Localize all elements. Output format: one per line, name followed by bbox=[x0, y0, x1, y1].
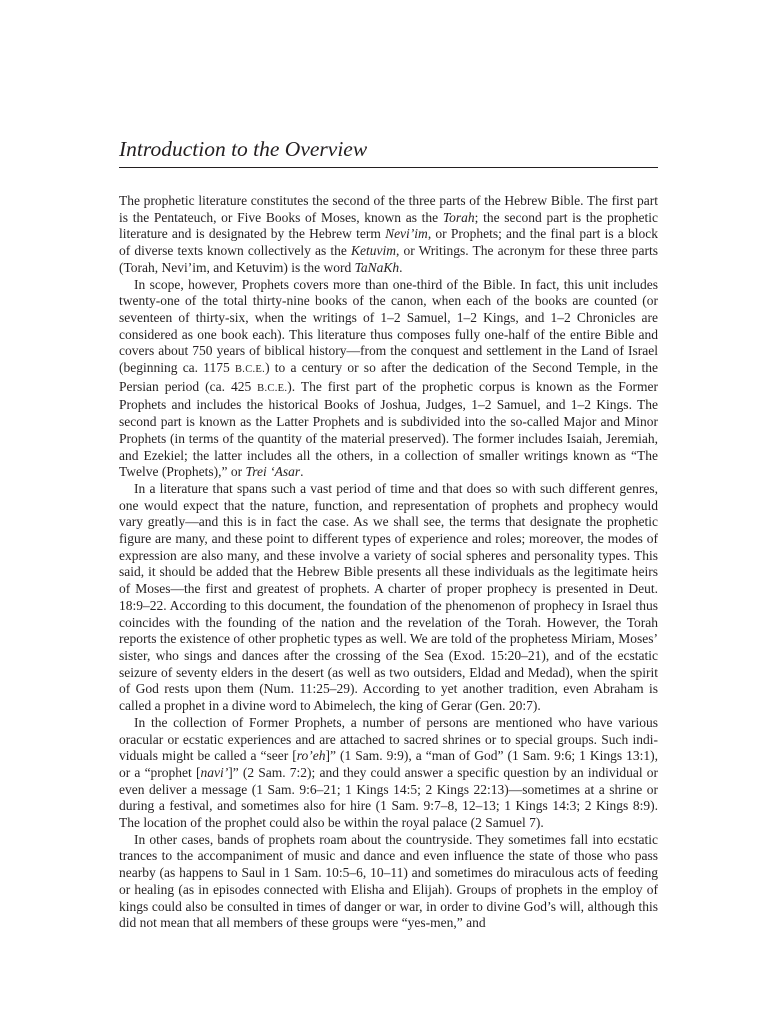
text-span: ). The first part of the prophetic corpus is known as the Former Prophets and includes the historical Books of Joshua, Judges, 1–2 Samuel, and 1–2 Kings. The second part is known as the Latter Prophets and is subdivided into the so-called Major and Minor Prophets (in terms of the quantity of the material preserved). The former includes Isaiah, Jeremiah, and Ezekiel; the latter includes all the others, in a collection of smaller writings known as “The Twelve (Prophets),” or bbox=[119, 378, 658, 480]
text-span: The prophetic literature constitutes the second of the three parts of the Hebrew Bible. The first part is the Pentateuch, or Five Books of Moses, known as the bbox=[119, 193, 658, 225]
text-span: , or Prophets; and the final part is a block of diverse texts known collectively as the bbox=[119, 226, 658, 259]
era-abbreviation: B.C.E. bbox=[257, 382, 288, 394]
text-span: ]” (1 Sam. 9:9), a “man of God” (1 Sam. 9:6; 1 Kings 13:1), or a “prophet [ bbox=[119, 748, 658, 780]
italic-term: ro’eh bbox=[296, 748, 326, 764]
text-span: In a literature that spans such a vast period of time and that does so with such different genres, one would expect that the nature, function, and representation of prophets and prophecy would vary greatly—and this is in fact the case. As we shall see, the terms that designate the prophetic figure are many, and these point to different types of experience and roles; moreover, the modes of expression are also many, and these involve a variety of social spheres and personality types. This said, it should be added that the Hebrew Bible presents all these individuals as the legitimate heirs of Moses—the first and greatest of prophets. A charter of proper prophecy is presented in Deut. 18:9–22. According to this document, the foundation of the phenomenon of prophecy in Israel thus coincides with the founding of the nation and the revelation of the Torah. However, the Torah reports the existence of other prophetic types as well. We are told of the prophetess Miriam, Moses’ sister, who sings and dances after the crossing of the Sea (Exod. 15:20–21), and of the ecstatic seizure of seventy elders in the desert (as well as two outsiders, Eldad and Medad), when the spirit of God rests upon them (Num. 11:25–29). According to yet another tradition, even Abraham is called a prophet in a divine word to Abimelech, the king of Gerar (Gen. 20:7). bbox=[119, 480, 658, 714]
era-abbreviation: B.C.E. bbox=[234, 364, 266, 376]
text-span: In the collection of Former Prophets, a number of persons are mentioned who have various oracular or ecstatic experiences and are attached to sacred shrines or to special groups. Such individuals might be called a “seer [ bbox=[119, 714, 658, 764]
text-span: , or Writings. The acronym for these three parts (Torah, Nevi’im, and Ketuvim) is the word bbox=[119, 243, 658, 275]
italic-term: navi’ bbox=[200, 764, 229, 780]
italic-term: Trei ‘Asar bbox=[245, 464, 301, 480]
paragraph-2 bbox=[119, 277, 658, 481]
text-span: . bbox=[399, 259, 403, 275]
paragraph-1 bbox=[119, 193, 658, 277]
paragraph-4 bbox=[119, 715, 658, 832]
text-span: . bbox=[300, 464, 304, 480]
section-heading: Introduction to the Overview bbox=[119, 137, 368, 161]
italic-term: Torah bbox=[442, 209, 475, 225]
body-text bbox=[119, 193, 658, 932]
text-span: In scope, however, Prophets covers more than one-third of the Bible. In fact, this unit includes twenty-one of the total thirty-nine books of the canon, when each of the books are counted (or seventeen of thirty-six, when the writings of 1–2 Samuel, 1–2 Kings, and 1–2 Chronicles are considered as one book each). This literature thus composes fully one-half of the entire Bible and covers about 750 years of biblical history—from the conquest and settlement in the Land of Israel (beginning ca. 1175 bbox=[119, 276, 658, 376]
heading-rule bbox=[119, 167, 658, 168]
paragraph-5 bbox=[119, 832, 658, 932]
italic-term: TaNaKh bbox=[354, 259, 400, 275]
text-span: ) to a century or so after the dedication of the Second Temple, in the Persian period (ca. 425 bbox=[119, 360, 658, 394]
text-span: In other cases, bands of prophets roam about the countryside. They sometimes fall into ecstatic trances to the accompaniment of music and dance and even influence the state of those who pass nearby (as happens to Saul in 1 Sam. 10:5–6, 10–11) and sometimes do miraculous acts of feeding or healing (as in episodes connected with Elisha and Elijah). Groups of prophets in the employ of kings could also be consulted in times of danger or war, in order to divine God’s will, although this did not mean that all members of these groups were “yes-men,” and bbox=[119, 831, 658, 931]
italic-term: Ketuvim bbox=[350, 243, 396, 259]
paragraph-3 bbox=[119, 481, 658, 715]
italic-term: Nevi’im bbox=[385, 226, 428, 242]
text-span: ]” (2 Sam. 7:2); and they could answer a specific question by an individual or even deliver a message (1 Sam. 9:6–21; 1 Kings 14:5; 2 Kings 22:13)—sometimes at a shrine or during a festival, and sometimes also for hire (1 Sam. 9:7–8, 12–13; 1 Kings 14:3; 2 Kings 8:9). The location of the prophet could also be within the royal palace (2 Samuel 7). bbox=[119, 764, 658, 831]
text-span: ; the second part is the prophetic literature and is designated by the Hebrew term bbox=[119, 209, 659, 242]
